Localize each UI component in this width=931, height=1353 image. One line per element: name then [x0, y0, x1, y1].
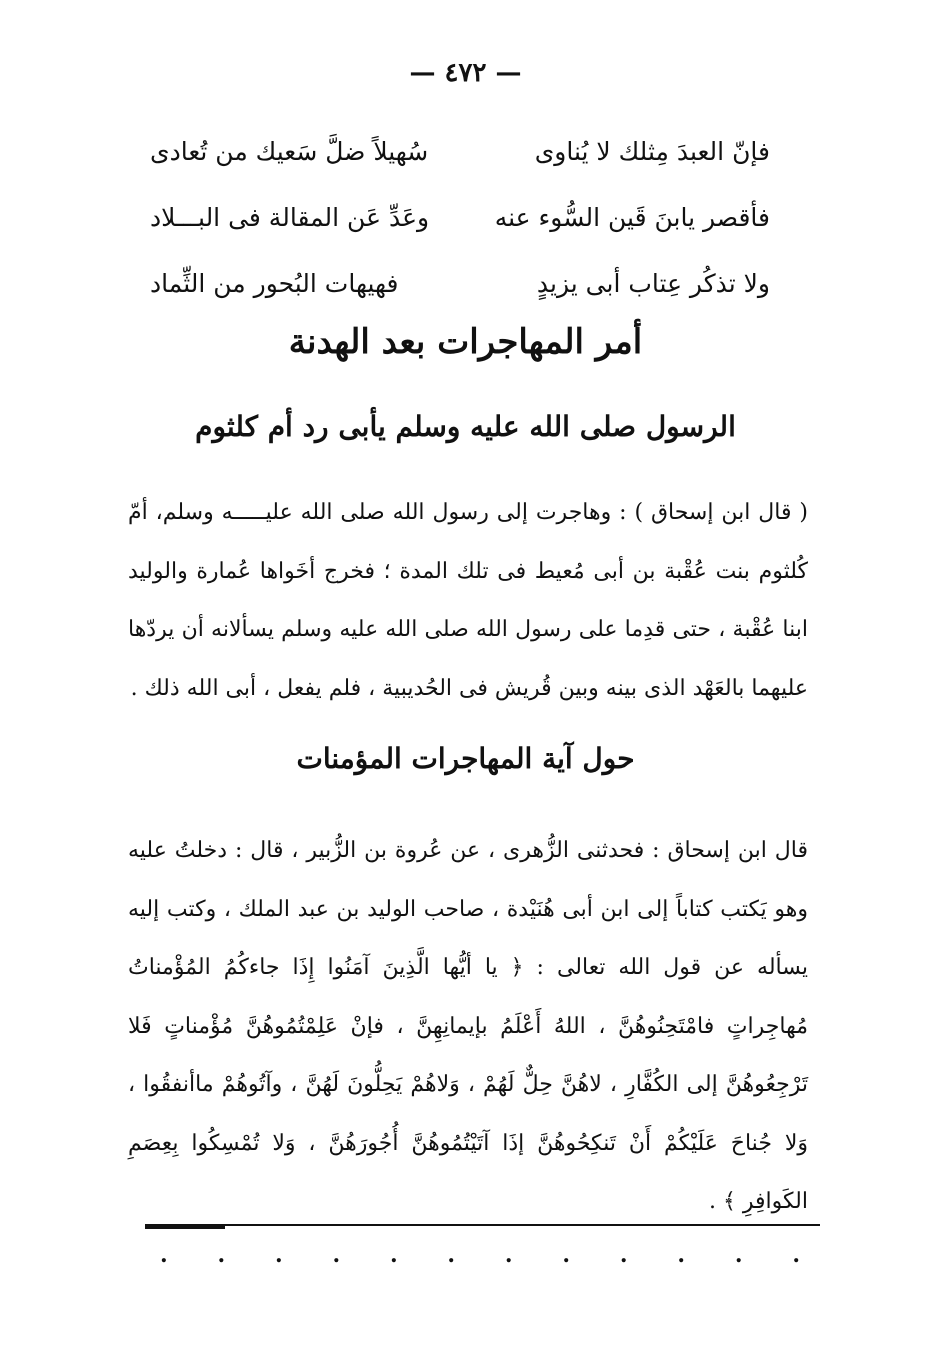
footnote-dot: . — [160, 1242, 168, 1268]
footnote-dot: . — [562, 1242, 571, 1268]
paragraph: ( قال ابن إسحاق ) : وهاجرت إلى رسول الله صلى الله عليـــــه وسلم، أمّ كُلثوم بنت عُقْبة بن أبى مُعيط فى تلك المدة ؛ فخرج أخَواها عُمارة والوليد ابنا عُقْبة ، حتى قدِما على رسول الله صلى الله عليه وسلم يسألانه أن يردّها عليهما بالعَهْد الذى بينه وبين قُريش فى الحُديبية ، فلم يفعل ، أبى الله ذلك . — [128, 500, 808, 701]
footnote-divider-accent — [145, 1226, 225, 1229]
verse-first-hemistich: ولا تذكُر عِتاب أبى يزيدٍ — [536, 268, 770, 298]
footnote-dot: . — [217, 1242, 226, 1268]
verse-first-hemistich: فإنّ العبدَ مِثلك لا يُناوى — [534, 136, 770, 166]
footnote-dot: . — [389, 1242, 398, 1268]
verse-second-hemistich: فهيهات البُحور من الثِّماد — [150, 268, 399, 298]
verse-second-hemistich: سُهيلاً ضلَّ سَعيك من تُعادى — [150, 136, 429, 166]
footnote-dots — [160, 1242, 800, 1268]
poem-verse — [150, 184, 770, 250]
poem-verse — [150, 250, 770, 316]
page-number: — ٤٧٢ — — [409, 58, 522, 88]
subheading: الرسول صلى الله عليه وسلم يأبى رد أم كلثوم — [195, 410, 736, 443]
footnote-dot: . — [677, 1242, 686, 1268]
paragraph: قال ابن إسحاق : فحدثنى الزُّهرى ، عن عُروة بن الزُّبير ، قال : دخلتُ عليه وهو يَكتب كتاباً إلى ابن أبى هُنَيْدة ، صاحب الوليد بن عبد الملك ، وكتب إليه يسأله عن قول الله تعالى : ﴿ يا أيُّها الَّذِينَ آمَنُوا إِذَا جاءكُمُ المُؤْمناتُ مُهاجِراتٍ فامْتَحِنُوهُنَّ ، اللهُ أَعْلَمُ بإيمانِهِنَّ ، فإنْ عَلِمْتُمُوهُنَّ مُؤْمناتٍ فَلا تَرْجِعُوهُنَّ إلى الكُفَّارِ ، لاهُنَّ حِلٌّ لَهُمْ ، وَلاهُمْ يَحِلُّونَ لَهُنَّ ، وآتُوهُمْ ماأنفقُوا ، وَلا جُناحَ عَلَيْكُمْ أَنْ تَنكِحُوهُنَّ إذَا آتَيْتُمُوهُنَّ أُجُورَهُنَّ ، وَلا تُمْسِكُوا بِعِصَمِ الكَوافِرِ ﴾ . — [128, 838, 808, 1214]
footnote-dot: . — [734, 1242, 743, 1268]
poem-verses — [150, 118, 770, 316]
footnote-dot: . — [504, 1242, 513, 1268]
verse-first-hemistich: فأقصر يابنَ قَين السُّوء عنه — [494, 202, 770, 232]
poem-verse — [150, 118, 770, 184]
footnote-divider — [145, 1224, 820, 1226]
footnote-dot: . — [619, 1242, 628, 1268]
verse-second-hemistich: وعَدِّ عَن المقالة فى البـــلاد — [150, 202, 430, 232]
footnote-dot: . — [447, 1242, 456, 1268]
footnote-dot: . — [332, 1242, 341, 1268]
footnote-dot: . — [274, 1242, 283, 1268]
section-heading: حول آية المهاجرات المؤمنات — [296, 742, 635, 775]
footnote-dot: . — [792, 1242, 800, 1268]
chapter-heading: أمر المهاجرات بعد الهدنة — [288, 322, 643, 362]
